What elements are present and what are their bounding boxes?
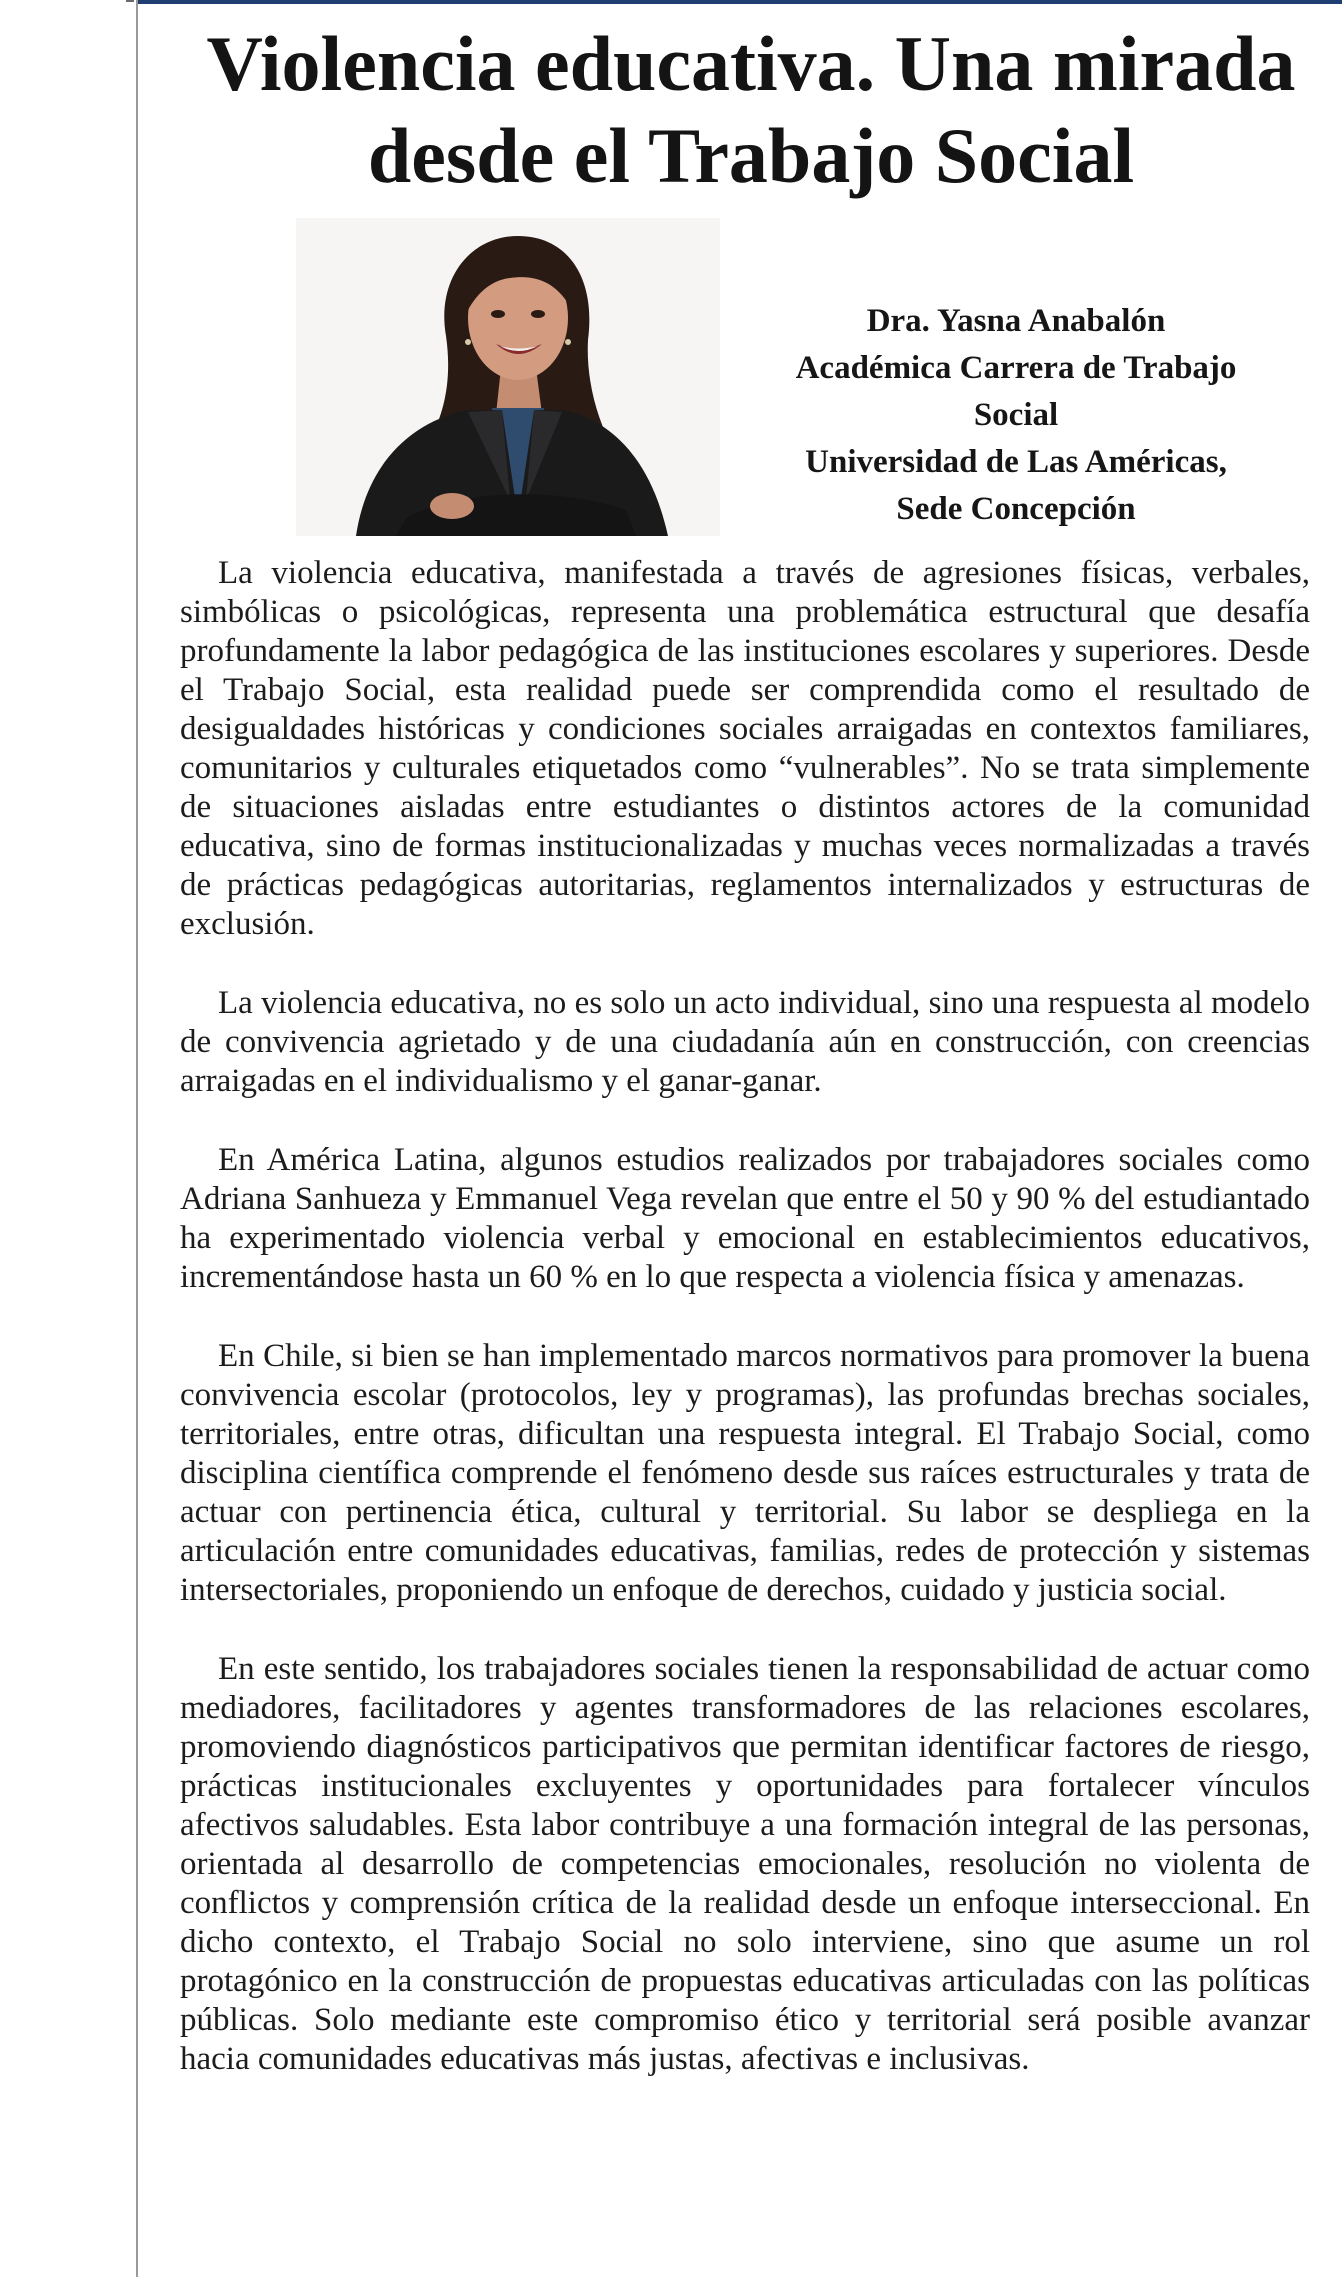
author-name: Dra. Yasna Anabalón (866, 303, 1166, 339)
author-campus: Sede Concepción (896, 491, 1136, 527)
author-byline (736, 298, 1296, 533)
author-institution: Universidad de Las Américas, (805, 444, 1227, 480)
article-body (180, 554, 1310, 2119)
author-role-line-1: Académica Carrera de Trabajo (795, 350, 1237, 386)
headline: Violencia educativa. Una mirada desde el Trabajo Social (206, 20, 1296, 199)
paragraph-5: En este sentido, los trabajadores sociales tienen la responsabilidad de actuar como mediadores, facilitadores y agentes transformadores de las relaciones escolares, promoviendo diagnósticos participativos que permitan identificar factores de riesgo, prácticas institucionales excluyentes y oportunidades para fortalecer vínculos afectivos saludables. Esta labor contribuye a una formación integral de las personas, orientada al desarrollo de competencias emocionales, resolución no violenta de conflictos y comprensión crítica de la realidad desde un enfoque interseccional. En dicho contexto, el Trabajo Social no solo interviene, sino que asume un rol protagónico en la construcción de propuestas educativas articuladas con las políticas públicas. Solo mediante este compromiso ético y territorial será posible avanzar hacia comunidades educativas más justas, afectivas e inclusivas. (180, 1651, 1310, 2077)
paragraph-2: La violencia educativa, no es solo un acto individual, sino una respuesta al modelo de convivencia agrietado y de una ciudadanía aún en construcción, con creencias arraigadas en el individualismo y el ganar-ganar. (180, 985, 1310, 1099)
paragraph-1: La violencia educativa, manifestada a través de agresiones físicas, verbales, simbólicas o psicológicas, representa una problemática estructural que desafía profundamente la labor pedagógica de las instituciones escolares y superiores. Desde el Trabajo Social, esta realidad puede ser comprendida como el resultado de desigualdades históricas y condiciones sociales arraigadas en contextos familiares, comunitarios y culturales etiquetados como “vulnerables”. No se trata simplemente de situaciones aisladas entre estudiantes o distintos actores de la comunidad educativa, sino de formas institucionalizadas y muchas veces normalizadas a través de prácticas pedagógicas autoritarias, reglamentos internalizados y estructuras de exclusión. (180, 555, 1310, 942)
author-photo (296, 218, 720, 536)
author-role-line-2: Social (973, 397, 1059, 433)
top-rule (138, 0, 1342, 4)
paragraph-3: En América Latina, algunos estudios realizados por trabajadores sociales como Adriana Sanhueza y Emmanuel Vega revelan que entre el 50 y 90 % del estudiantado ha experimentado violencia verbal y emocional en establecimientos educativos, incrementándose hasta un 60 % en lo que respecta a violencia física y amenazas. (180, 1142, 1310, 1295)
paragraph-4: En Chile, si bien se han implementado marcos normativos para promover la buena convivencia escolar (protocolos, ley y programas), las profundas brechas sociales, territoriales, entre otras, dificultan una respuesta integral. El Trabajo Social, como disciplina científica comprende el fenómeno desde sus raíces estructurales y trata de actuar con pertinencia ética, cultural y territorial. Su labor se despliega en la articulación entre comunidades educativas, familias, redes de protección y sistemas intersectoriales, proponiendo un enfoque de derechos, cuidado y justicia social. (180, 1338, 1310, 1608)
corner-mark (126, 0, 134, 2)
author-portrait-image (296, 218, 720, 536)
column-divider (136, 0, 138, 2277)
